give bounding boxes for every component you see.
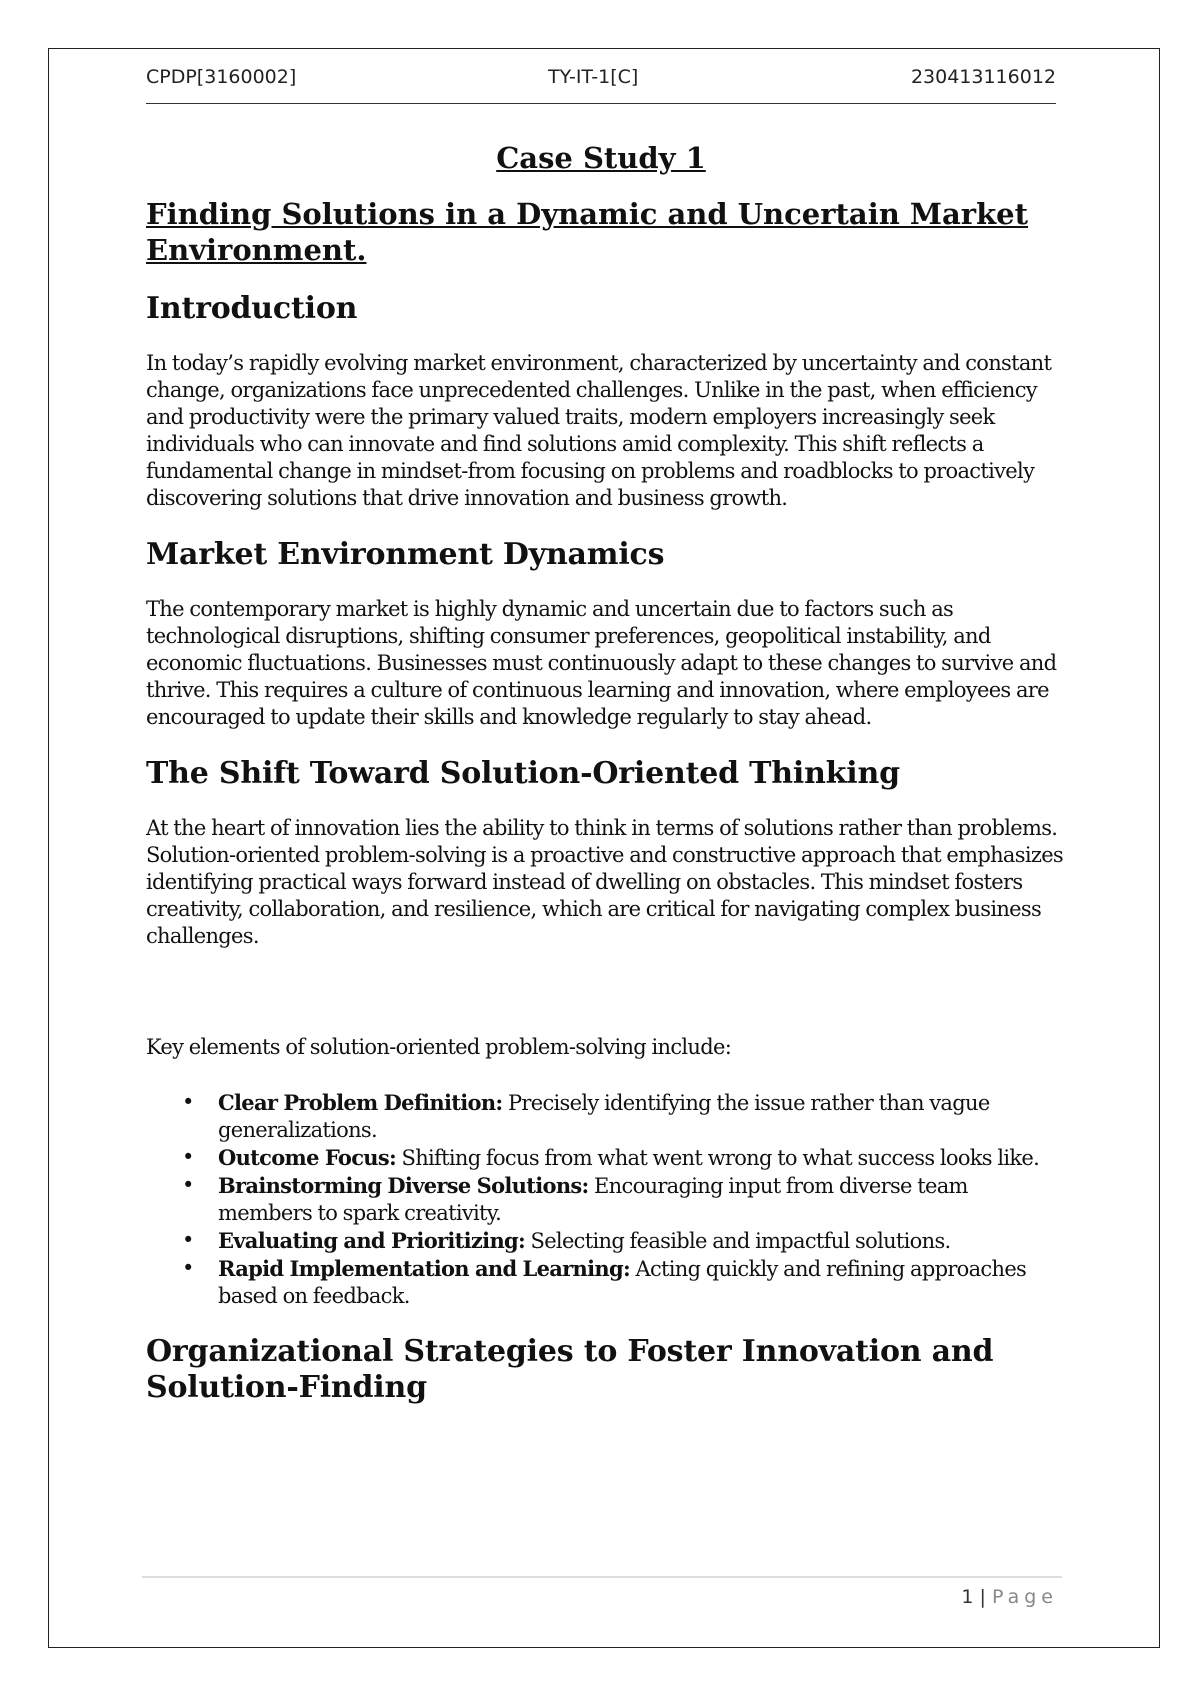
header-divider <box>146 103 1056 104</box>
list-item-term: Clear Problem Definition: <box>218 1090 503 1115</box>
list-item <box>218 1089 1066 1144</box>
page-label: Page <box>992 1586 1058 1608</box>
document-subtitle: Finding Solutions in a Dynamic and Uncertain Market Environment. <box>146 197 1029 267</box>
list-item-description: Acting quickly and refining approaches based on feedback. <box>218 1257 1027 1308</box>
list-item <box>218 1172 1066 1227</box>
list-item-description: Shifting focus from what went wrong to what success looks like. <box>396 1146 1040 1170</box>
list-item-term: Evaluating and Prioritizing: <box>218 1228 526 1253</box>
list-item-term: Rapid Implementation and Learning: <box>218 1256 630 1281</box>
section-paragraph-introduction: In today’s rapidly evolving market environment, characterized by uncertainty and constant change, organizations face unprecedented challenges. Unlike in the past, when efficiency and productivity were the primary valued traits, modern employers increasingly seek individuals who can innovate and find solutions amid complexity. This shift reflects a fundamental change in mindset-from focusing on problems and roadblocks to proactively discovering solutions that drive innovation and business growth. <box>146 351 1052 510</box>
section-heading-introduction: Introduction <box>146 291 358 326</box>
list-item-term: Outcome Focus: <box>218 1145 397 1170</box>
list-item <box>218 1144 1066 1172</box>
page-number: 1 <box>961 1586 974 1608</box>
section-paragraph-market-dynamics: The contemporary market is highly dynamic and uncertain due to factors such as technological disruptions, shifting consumer preferences, geopolitical instability, and economic fluctuations. Businesses must continuously adapt to these changes to survive and thrive. This requires a culture of continuous learning and innovation, where employees are encouraged to update their skills and knowledge regularly to stay ahead. <box>146 597 1057 729</box>
page-separator: | <box>979 1586 986 1608</box>
list-item-term: Brainstorming Diverse Solutions: <box>218 1173 589 1198</box>
section-paragraph-solution-thinking: At the heart of innovation lies the ability to think in terms of solutions rather than problems. Solution-oriented problem-solving is a proactive and constructive approach that emphasizes identifying practical ways forward instead of dwelling on obstacles. This mindset fosters creativity, collaboration, and resilience, which are critical for navigating complex business challenges. <box>146 816 1064 948</box>
section-heading-organizational-strategies: Organizational Strategies to Foster Innovation and Solution-Finding <box>146 1334 994 1405</box>
document-title: Case Study 1 <box>496 141 706 175</box>
document-body <box>146 138 1066 1428</box>
header-enrollment-number: 230413116012 <box>910 66 1056 88</box>
section-heading-market-dynamics: Market Environment Dynamics <box>146 537 665 572</box>
page-footer <box>961 1586 1058 1608</box>
list-item-description: Selecting feasible and impactful solutions. <box>525 1229 951 1253</box>
list-item-description: Encouraging input from diverse team members to spark creativity. <box>218 1174 968 1225</box>
list-item <box>218 1255 1066 1310</box>
key-elements-intro: Key elements of solution-oriented problem-solving include: <box>146 1035 732 1059</box>
key-elements-list <box>146 1089 1066 1310</box>
header-course-code: CPDP[3160002] <box>146 66 297 88</box>
header-class: TY-IT-1[C] <box>548 66 639 88</box>
page-header <box>146 66 1056 104</box>
section-heading-solution-thinking: The Shift Toward Solution-Oriented Thinking <box>146 756 900 791</box>
list-item <box>218 1227 1066 1255</box>
footer-divider <box>142 1576 1062 1578</box>
list-item-description: Precisely identifying the issue rather than vague generalizations. <box>218 1091 990 1142</box>
